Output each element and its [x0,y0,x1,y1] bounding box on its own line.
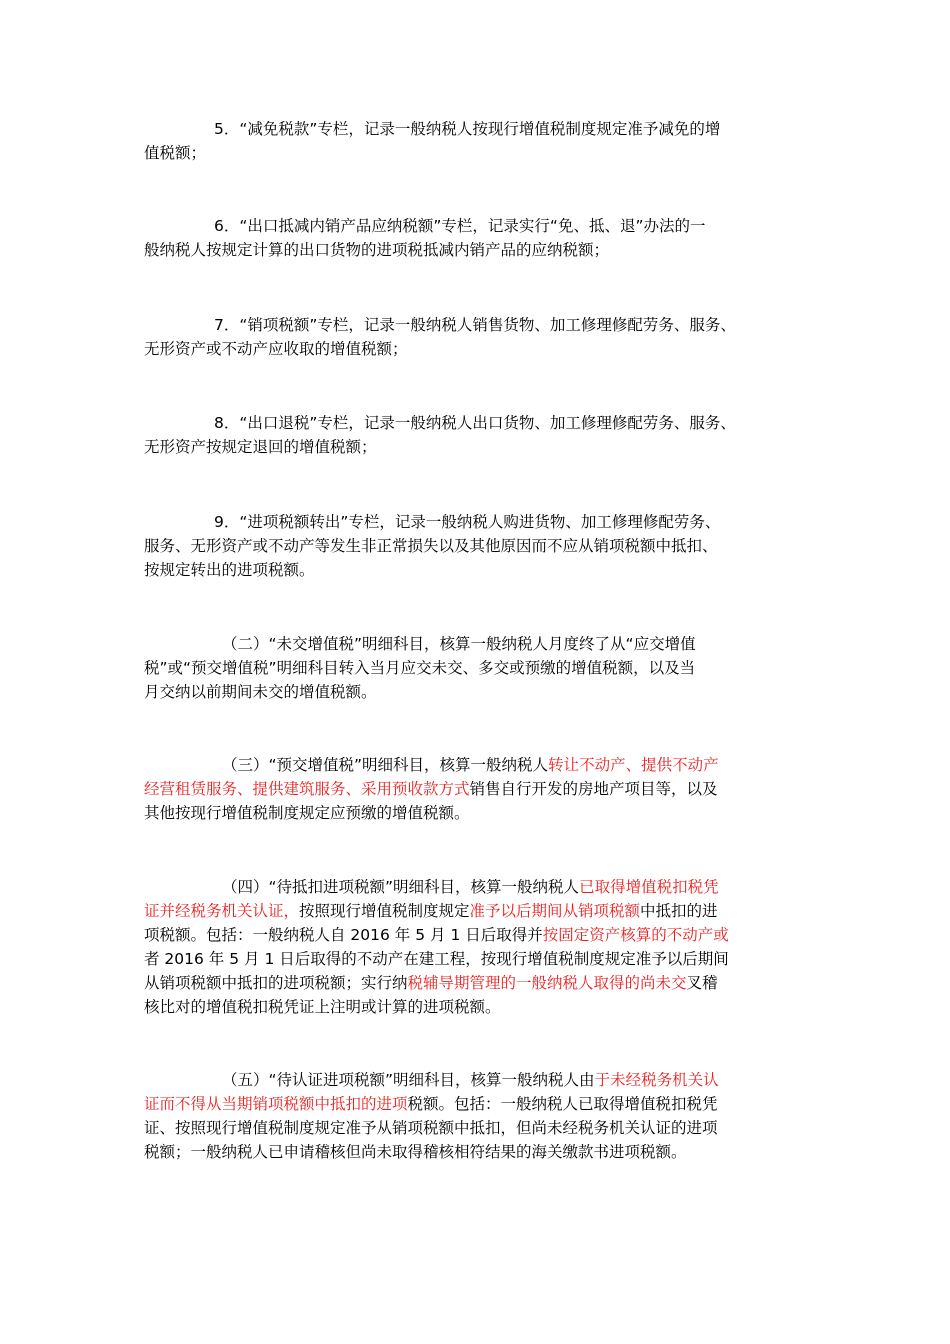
text-line [144,411,824,435]
text-segment: 按照现行增值税制度规定 [299,902,470,920]
highlighted-text: 于未经税务机关认 [594,1071,719,1089]
text-segment: 值税额； [144,144,207,162]
text-segment: 7．“销项税额”专栏，记录一般纳税人销售货物、加工修理修配劳务、服务、 [214,316,736,334]
section-paragraph-2 [144,632,824,704]
section-paragraph-4 [144,875,824,1019]
text-segment: 服务、无形资产或不动产等发生非正常损失以及其他原因而不应从销项税额中抵扣、 [144,537,718,555]
text-line [144,875,824,899]
text-line [144,995,824,1019]
text-segment: 核比对的增值税扣税凭证上注明或计算的进项税额。 [144,998,501,1016]
text-line [144,1068,824,1092]
text-line [144,141,824,165]
text-segment: 般纳税人按规定计算的出口货物的进项税抵减内销产品的应纳税额； [144,241,610,259]
text-segment: 按规定转出的进项税额。 [144,561,315,579]
text-segment: （三）“预交增值税”明细科目，核算一般纳税人 [222,756,549,774]
paragraph-item-8 [144,411,824,459]
text-segment: 者 2016 年 5 月 1 日后取得的不动产在建工程，按现行增值税制度规定准予以后期间 [144,950,729,968]
text-line [144,899,824,923]
text-segment: （四）“待抵扣进项税额”明细科目，核算一般纳税人 [222,878,580,896]
text-line [144,632,824,656]
highlighted-text: 准予以后期间从销项税额 [469,902,641,920]
text-line [144,801,824,825]
highlighted-text: 按固定资产核算的不动产或 [542,926,729,944]
text-segment: 月交纳以前期间未交的增值税额。 [144,683,377,701]
text-line [144,238,824,262]
text-line [144,313,824,337]
text-line [144,777,824,801]
text-segment: 无形资产或不动产应收取的增值税额； [144,340,408,358]
text-segment: 8．“出口退税”专栏，记录一般纳税人出口货物、加工修理修配劳务、服务、 [214,414,736,432]
paragraph-item-6 [144,214,824,262]
text-segment: 其他按现行增值税制度规定应预缴的增值税额。 [144,804,470,822]
highlighted-text: 转让不动产、提供不动产 [548,756,719,774]
text-segment: （五）“待认证进项税额”明细科目，核算一般纳税人由 [222,1071,595,1089]
text-line [144,1140,824,1164]
section-paragraph-3 [144,753,824,825]
text-line [144,510,824,534]
paragraph-item-5 [144,117,824,165]
text-line [144,214,824,238]
highlighted-text: 证并经税务机关认证， [144,902,300,920]
text-line [144,1092,824,1116]
section-paragraph-5 [144,1068,824,1164]
highlighted-text: 证而不得从当期销项税额中抵扣的进项 [144,1095,408,1113]
paragraph-item-7 [144,313,824,361]
paragraph-item-9 [144,510,824,582]
text-segment: 销售自行开发的房地产项目等，以及 [469,780,718,798]
text-line [144,656,824,680]
text-segment: 6．“出口抵减内销产品应纳税额”专栏，记录实行“免、抵、退”办法的一 [214,217,706,235]
text-segment: 税额；一般纳税人已申请稽核但尚未取得稽核相符结果的海关缴款书进项税额。 [144,1143,687,1161]
text-segment: 5．“减免税款”专栏，记录一般纳税人按现行增值税制度规定准予减免的增 [214,120,721,138]
highlighted-text: 已取得增值税扣税凭 [579,878,719,896]
text-line [144,337,824,361]
text-segment: 项税额。包括：一般纳税人自 2016 年 5 月 1 日后取得并 [144,926,543,944]
text-segment: 从销项税额中抵扣的进项税额；实行纳 [144,974,408,992]
text-line [144,923,824,947]
text-line [144,971,824,995]
text-line [144,558,824,582]
text-segment: 中抵扣的进 [640,902,718,920]
text-line [144,435,824,459]
text-segment: 9．“进项税额转出”专栏，记录一般纳税人购进货物、加工修理修配劳务、 [214,513,721,531]
text-segment: 叉稽 [686,974,718,992]
text-line [144,1116,824,1140]
highlighted-text: 经营租赁服务、提供建筑服务、采用预收款方式 [144,780,470,798]
text-line [144,680,824,704]
highlighted-text: 税辅导期管理的一般纳税人取得的尚未交 [407,974,687,992]
text-segment: 税”或“预交增值税”明细科目转入当月应交未交、多交或预缴的增值税额，以及当 [144,659,696,677]
text-segment: 税额。包括：一般纳税人已取得增值税扣税凭 [407,1095,718,1113]
text-line [144,117,824,141]
text-line [144,947,824,971]
text-segment: （二）“未交增值税”明细科目，核算一般纳税人月度终了从“应交增值 [222,635,696,653]
text-segment: 无形资产按规定退回的增值税额； [144,438,377,456]
text-line [144,753,824,777]
text-segment: 证、按照现行增值税制度规定准予从销项税额中抵扣，但尚未经税务机关认证的进项 [144,1119,718,1137]
text-line [144,534,824,558]
